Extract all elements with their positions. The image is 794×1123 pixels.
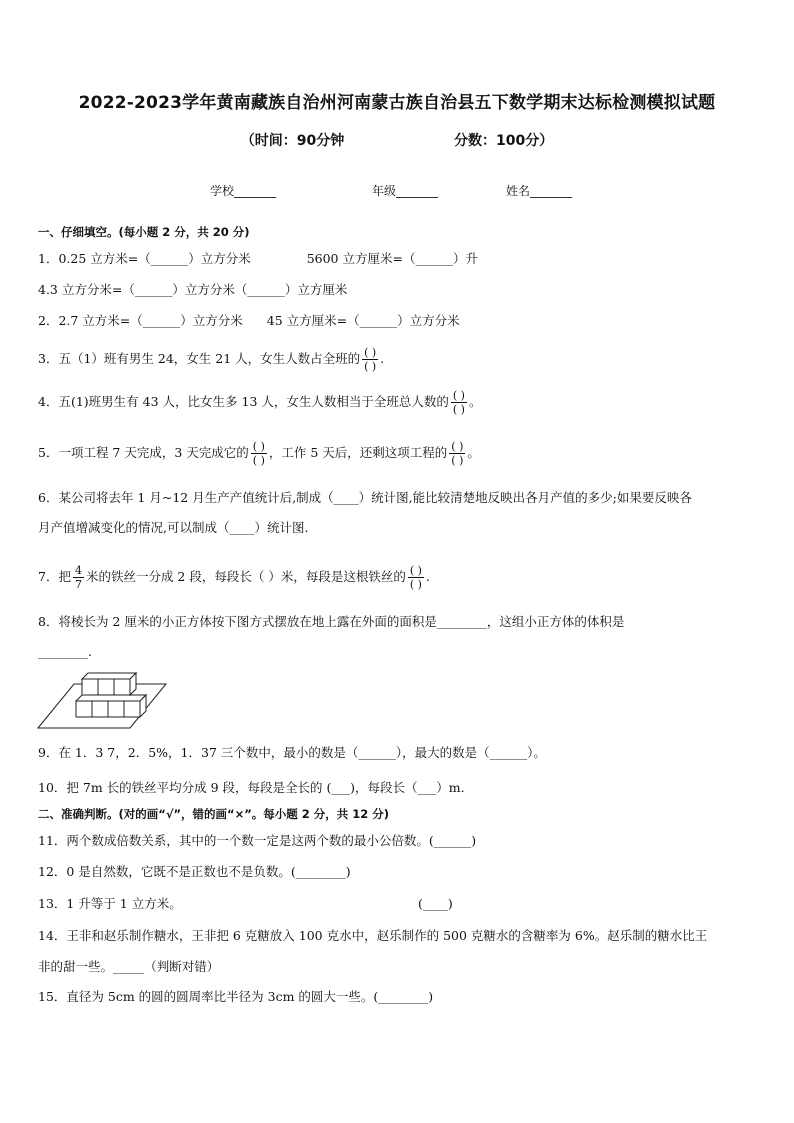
question-3 [38, 346, 384, 373]
q5-text-1: 5．一项工程 7 天完成，3 天完成它的 [38, 445, 249, 460]
q5-numerator-2: ( ) [451, 440, 464, 453]
q6-line-2: 月产值增减变化的情况,可以制成（____）统计图. [38, 520, 309, 535]
q7-fraction-1 [73, 564, 84, 591]
cube-top-3 [114, 679, 130, 695]
q1-part-b: 5600 立方厘米=（______）升 [306, 251, 478, 266]
q7-denominator-2: ( ) [409, 578, 422, 591]
q4-fraction [451, 389, 467, 416]
q7-text-1: 7．把 [38, 569, 71, 584]
question-11: 11．两个数成倍数关系，其中的一个数一定是这两个数的最小公倍数。(______) [38, 833, 477, 848]
school-field: 学校_______ [210, 184, 277, 198]
q7-end: . [425, 569, 430, 584]
q5-denominator-1: ( ) [252, 454, 265, 467]
question-1 [38, 250, 478, 268]
cube-bottom-4 [124, 701, 140, 717]
q4-numerator: ( ) [452, 389, 465, 402]
q4-end: 。 [468, 394, 482, 409]
grade-field: 年级_______ [372, 184, 439, 198]
name-field: 姓名_______ [506, 184, 573, 198]
q7-denominator-1: 7 [74, 578, 82, 591]
question-5 [38, 440, 480, 467]
section-2-heading: 二、准确判断。(对的画“√”，错的画“×”。每小题 2 分，共 12 分) [38, 807, 390, 821]
exam-title: 2022-2023学年黄南藏族自治州河南蒙古族自治县五下数学期末达标检测模拟试题 [78, 93, 716, 113]
question-9: 9．在 1．3 7̄，2．5%，1．37 三个数中，最小的数是（______），最大的数是（______）。 [38, 745, 546, 760]
q14-line-1: 14．王非和赵乐制作糖水，王非把 6 克糖放入 100 克水中，赵乐制作的 500 克糖水的含糖率为 6%。赵乐制的糖水比王 [38, 928, 708, 943]
q5-end: 。 [467, 445, 480, 460]
question-10: 10．把 7m 长的铁丝平均分成 9 段，每段是全长的 (___)，每段长（___）m． [38, 780, 474, 795]
q3-fraction [362, 346, 378, 373]
q7-numerator-1: 4 [74, 564, 82, 577]
q4-text: 4．五(1)班男生有 43 人，比女生多 13 人，女生人数相当于全班总人数的 [38, 394, 449, 409]
q13-blank: (____) [418, 896, 453, 911]
q13-text: 13．1 升等于 1 立方米。 [38, 896, 182, 911]
q7-text-2: 米的铁丝一分成 2 段，每段长（ ）米，每段是这根铁丝的 [85, 569, 406, 584]
q5-fraction-2 [449, 440, 465, 467]
question-2 [38, 312, 460, 330]
total-score: 分数：100分） [454, 133, 554, 149]
q7-numerator-2: ( ) [409, 564, 422, 577]
question-12: 12．0 是自然数，它既不是正数也不是负数。(________) [38, 864, 351, 879]
exam-subtitle [0, 130, 794, 150]
cube-arrangement-figure [36, 668, 168, 730]
q8-line-1: 8．将棱长为 2 厘米的小正方体按下图方式摆放在地上露在外面的面积是________，这组小正方体的体积是 [38, 614, 625, 629]
q5-denominator-2: ( ) [451, 454, 464, 467]
question-15: 15．直径为 5cm 的圆的圆周率比半径为 3cm 的圆大一些。(________) [38, 989, 434, 1004]
q8-line-2: ________. [38, 644, 92, 659]
q1-part-a: 1．0.25 立方米=（______）立方分米 [38, 251, 251, 266]
cube-bottom-2 [92, 701, 108, 717]
question-13 [38, 895, 453, 913]
q4-denominator: ( ) [452, 403, 465, 416]
cube-top-2 [98, 679, 114, 695]
q5-fraction-1 [251, 440, 267, 467]
time-limit: （时间：90分钟 [240, 133, 345, 149]
q2-part-a: 2．2.7 立方米=（______）立方分米 [38, 313, 243, 328]
q3-text: 3．五（1）班有男生 24，女生 21 人，女生人数占全班的 [38, 351, 361, 366]
section-1-heading: 一、仔细填空。(每小题 2 分，共 20 分) [38, 225, 250, 239]
q6-line-1: 6．某公司将去年 1 月~12 月生产产值统计后,制成（____）统计图,能比较清楚地反映出各月产值的多少;如果要反映各 [38, 490, 692, 505]
q5-text-2: ，工作 5 天后，还剩这项工程的 [268, 445, 448, 460]
q14-line-2: 非的甜一些。_____（判断对错） [38, 959, 220, 974]
q3-end: . [380, 351, 385, 366]
cube-bottom-3 [108, 701, 124, 717]
cube-bottom-top-face [76, 695, 146, 701]
cube-bottom-1 [76, 701, 92, 717]
question-7 [38, 564, 430, 591]
q2-part-b: 45 立方厘米=（______）立方分米 [266, 313, 460, 328]
cube-top-1 [82, 679, 98, 695]
question-4 [38, 389, 481, 416]
q3-denominator: ( ) [364, 360, 377, 373]
q5-numerator-1: ( ) [252, 440, 265, 453]
q1-part-c: 4.3 立方分米=（______）立方分米（______）立方厘米 [38, 282, 348, 297]
cube-top-top-face [82, 673, 136, 679]
q7-fraction-2 [408, 564, 424, 591]
q3-numerator: ( ) [364, 346, 377, 359]
